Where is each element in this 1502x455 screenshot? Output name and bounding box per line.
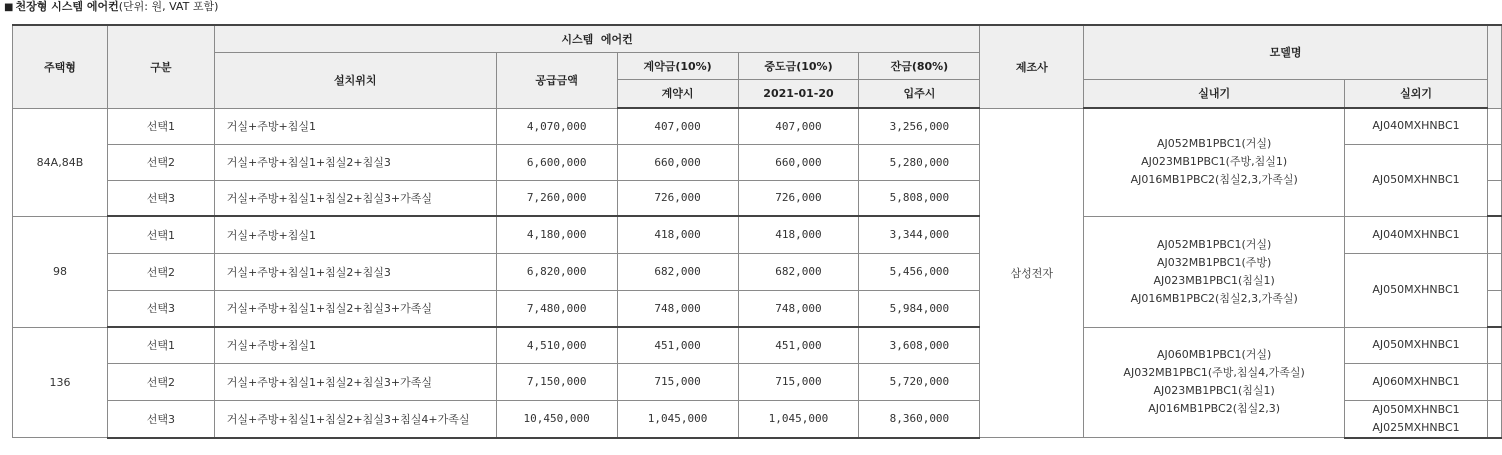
header-system-ac: 시스템 에어컨 bbox=[214, 25, 980, 52]
option-cell: 선택1 bbox=[107, 327, 214, 363]
option-cell: 선택2 bbox=[107, 144, 214, 180]
header-indoor-unit: 실내기 bbox=[1084, 79, 1345, 108]
middle-pay-cell: 748,000 bbox=[738, 290, 859, 327]
outdoor-model: AJ040MXHNBC1 bbox=[1372, 119, 1460, 133]
house-type-cell: 84A,84B bbox=[13, 108, 108, 216]
outdoor-model: AJ050MXHNBC1 bbox=[1372, 283, 1460, 296]
location-cell: 거실+주방+침실1+침실2+침실3+가족실 bbox=[214, 180, 496, 216]
house-type-cell: 136 bbox=[13, 327, 108, 438]
square-bullet-icon: ■ bbox=[4, 2, 14, 13]
supply-price-cell: 6,820,000 bbox=[496, 253, 617, 290]
clipped-column-edge bbox=[1487, 290, 1501, 327]
header-category: 구분 bbox=[107, 25, 214, 108]
header-contract-pay: 계약금(10%) bbox=[617, 52, 738, 79]
supply-price-cell: 4,070,000 bbox=[496, 108, 617, 144]
option-cell: 선택1 bbox=[107, 216, 214, 253]
outdoor-model-cell bbox=[1345, 327, 1488, 363]
indoor-model: AJ060MB1PBC1(거실) bbox=[1156, 348, 1272, 362]
balance-pay-cell: 3,608,000 bbox=[859, 327, 980, 363]
clipped-column-edge bbox=[1487, 363, 1501, 400]
indoor-model: AJ023MB1PBC1(주방,침실1) bbox=[1141, 155, 1288, 169]
table-row bbox=[13, 216, 1502, 253]
contract-pay-cell: 726,000 bbox=[617, 180, 738, 216]
contract-pay-cell: 1,045,000 bbox=[617, 400, 738, 438]
outdoor-model-cell bbox=[1345, 253, 1488, 327]
indoor-model: AJ016MB1PBC2(침실2,3) bbox=[1148, 402, 1281, 416]
contract-pay-cell: 660,000 bbox=[617, 144, 738, 180]
system-ac-price-table bbox=[12, 24, 1502, 439]
header-contract-when: 계약시 bbox=[617, 79, 738, 108]
balance-pay-cell: 5,720,000 bbox=[859, 363, 980, 400]
indoor-models-cell bbox=[1084, 216, 1345, 327]
indoor-models-cell bbox=[1084, 327, 1345, 438]
outdoor-model: AJ025MXHNBC1 bbox=[1372, 420, 1460, 434]
location-cell: 거실+주방+침실1 bbox=[214, 327, 496, 363]
supply-price-cell: 4,510,000 bbox=[496, 327, 617, 363]
header-manufacturer: 제조사 bbox=[980, 25, 1084, 108]
supply-price-cell: 7,260,000 bbox=[496, 180, 617, 216]
supply-price-cell: 7,480,000 bbox=[496, 290, 617, 327]
outdoor-model-cell bbox=[1345, 108, 1488, 144]
contract-pay-cell: 407,000 bbox=[617, 108, 738, 144]
balance-pay-cell: 5,984,000 bbox=[859, 290, 980, 327]
header-balance-pay: 잔금(80%) bbox=[859, 52, 980, 79]
middle-pay-cell: 418,000 bbox=[738, 216, 859, 253]
indoor-model: AJ023MB1PBC1(침실1) bbox=[1153, 273, 1275, 287]
middle-pay-cell: 1,045,000 bbox=[738, 400, 859, 438]
header-house-type: 주택형 bbox=[13, 25, 108, 108]
location-cell: 거실+주방+침실1+침실2+침실3+가족실 bbox=[214, 363, 496, 400]
balance-pay-cell: 3,256,000 bbox=[859, 108, 980, 144]
caption-title: 천장형 시스템 에어컨 bbox=[15, 0, 119, 13]
clipped-column-edge bbox=[1487, 216, 1501, 253]
indoor-model: AJ016MB1PBC2(침실2,3,가족실) bbox=[1130, 173, 1298, 187]
clipped-column-edge bbox=[1487, 25, 1501, 108]
outdoor-model-cell bbox=[1345, 216, 1488, 253]
outdoor-model-cell bbox=[1345, 144, 1488, 216]
option-cell: 선택2 bbox=[107, 253, 214, 290]
table-caption bbox=[4, 0, 218, 15]
clipped-column-edge bbox=[1487, 327, 1501, 363]
balance-pay-cell: 5,280,000 bbox=[859, 144, 980, 180]
contract-pay-cell: 748,000 bbox=[617, 290, 738, 327]
indoor-model: AJ016MB1PBC2(침실2,3,가족실) bbox=[1130, 291, 1298, 305]
location-cell: 거실+주방+침실1+침실2+침실3+가족실 bbox=[214, 290, 496, 327]
indoor-model: AJ023MB1PBC1(침실1) bbox=[1153, 384, 1275, 398]
indoor-model: AJ052MB1PBC1(거실) bbox=[1156, 237, 1272, 251]
outdoor-model: AJ050MXHNBC1 bbox=[1372, 338, 1460, 351]
table-row bbox=[13, 108, 1502, 144]
balance-pay-cell: 3,344,000 bbox=[859, 216, 980, 253]
clipped-column-edge bbox=[1487, 253, 1501, 290]
outdoor-model: AJ050MXHNBC1 bbox=[1372, 173, 1460, 186]
middle-pay-cell: 682,000 bbox=[738, 253, 859, 290]
middle-pay-cell: 715,000 bbox=[738, 363, 859, 400]
middle-pay-cell: 660,000 bbox=[738, 144, 859, 180]
outdoor-model: AJ060MXHNBC1 bbox=[1372, 374, 1460, 388]
contract-pay-cell: 451,000 bbox=[617, 327, 738, 363]
outdoor-model-cell bbox=[1345, 363, 1488, 400]
header-balance-when: 입주시 bbox=[859, 79, 980, 108]
option-cell: 선택2 bbox=[107, 363, 214, 400]
option-cell: 선택3 bbox=[107, 400, 214, 438]
table-row bbox=[13, 327, 1502, 363]
middle-pay-cell: 726,000 bbox=[738, 180, 859, 216]
option-cell: 선택3 bbox=[107, 180, 214, 216]
indoor-models-cell bbox=[1084, 108, 1345, 216]
contract-pay-cell: 715,000 bbox=[617, 363, 738, 400]
outdoor-model: AJ040MXHNBC1 bbox=[1372, 227, 1460, 241]
option-cell: 선택3 bbox=[107, 290, 214, 327]
manufacturer-cell: 삼성전자 bbox=[980, 108, 1084, 438]
header-middle-pay: 중도금(10%) bbox=[738, 52, 859, 79]
header-outdoor-unit: 실외기 bbox=[1345, 79, 1488, 108]
supply-price-cell: 10,450,000 bbox=[496, 400, 617, 438]
house-type-cell: 98 bbox=[13, 216, 108, 327]
clipped-column-edge bbox=[1487, 400, 1501, 438]
location-cell: 거실+주방+침실1 bbox=[214, 108, 496, 144]
location-cell: 거실+주방+침실1 bbox=[214, 216, 496, 253]
balance-pay-cell: 5,456,000 bbox=[859, 253, 980, 290]
supply-price-cell: 4,180,000 bbox=[496, 216, 617, 253]
header-middle-when: 2021-01-20 bbox=[738, 79, 859, 108]
indoor-model: AJ052MB1PBC1(거실) bbox=[1156, 137, 1272, 151]
location-cell: 거실+주방+침실1+침실2+침실3 bbox=[214, 253, 496, 290]
header-install-location: 설치위치 bbox=[214, 52, 496, 108]
location-cell: 거실+주방+침실1+침실2+침실3 bbox=[214, 144, 496, 180]
indoor-model: AJ032MB1PBC1(주방,침실4,가족실) bbox=[1123, 366, 1305, 380]
location-cell: 거실+주방+침실1+침실2+침실3+침실4+가족실 bbox=[214, 400, 496, 438]
indoor-model: AJ032MB1PBC1(주방) bbox=[1156, 255, 1272, 269]
clipped-column-edge bbox=[1487, 180, 1501, 216]
balance-pay-cell: 8,360,000 bbox=[859, 400, 980, 438]
middle-pay-cell: 407,000 bbox=[738, 108, 859, 144]
outdoor-model-cell bbox=[1345, 400, 1488, 438]
option-cell: 선택1 bbox=[107, 108, 214, 144]
outdoor-model: AJ050MXHNBC1 bbox=[1372, 402, 1460, 416]
header-model-name: 모델명 bbox=[1084, 25, 1488, 79]
clipped-column-edge bbox=[1487, 144, 1501, 180]
middle-pay-cell: 451,000 bbox=[738, 327, 859, 363]
contract-pay-cell: 682,000 bbox=[617, 253, 738, 290]
clipped-column-edge bbox=[1487, 108, 1501, 144]
caption-unit-note: (단위: 원, VAT 포함) bbox=[118, 0, 219, 13]
contract-pay-cell: 418,000 bbox=[617, 216, 738, 253]
supply-price-cell: 7,150,000 bbox=[496, 363, 617, 400]
balance-pay-cell: 5,808,000 bbox=[859, 180, 980, 216]
header-supply-price: 공급금액 bbox=[496, 52, 617, 108]
supply-price-cell: 6,600,000 bbox=[496, 144, 617, 180]
